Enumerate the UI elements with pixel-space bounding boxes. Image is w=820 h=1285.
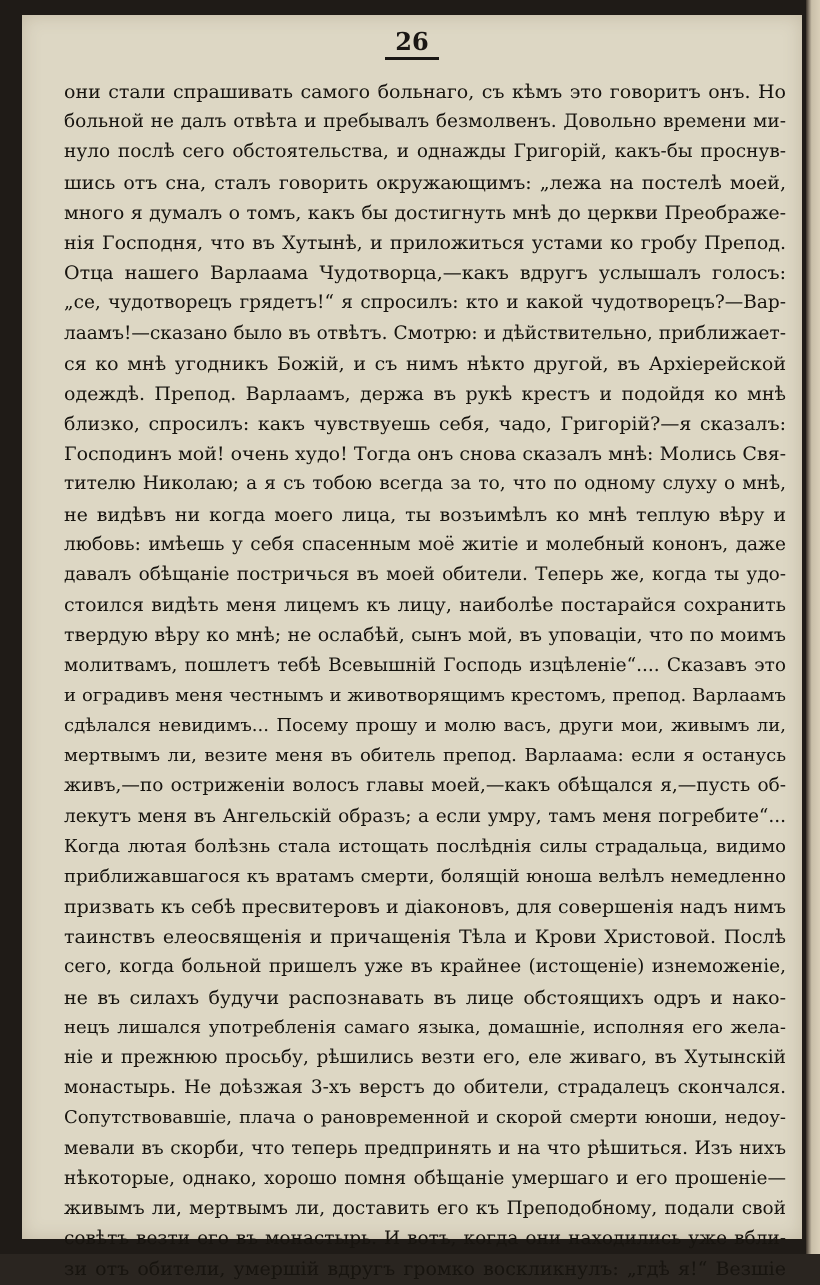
- text-line: Сопутствовавшіе, плача о рановременной и скорой смерти юноши, недоу-: [64, 1107, 786, 1129]
- text-line: и оградивъ меня честнымъ и животворящимъ крестомъ, препод. Варлаамъ: [64, 684, 786, 706]
- text-line: ніе и прежнюю просьбу, рѣшились везти его, еле живаго, въ Хутынскій: [64, 1047, 786, 1068]
- text-line: призвать къ себѣ пресвитеровъ и діаконовъ, для совершенія надъ нимъ: [64, 896, 786, 919]
- text-line: стоился видѣть меня лицемъ къ лицу, наиболѣе постарайся сохранить: [64, 594, 786, 617]
- text-line: совѣтъ везти его въ монастырь. И вотъ, когда они находились уже вбли-: [64, 1228, 786, 1250]
- text-line: лекутъ меня въ Ангельскій образъ; а если умру, тамъ меня погребите“...: [64, 805, 786, 827]
- text-line: сдѣлался невидимъ... Посему прошу и молю васъ, други мои, живымъ ли,: [64, 714, 786, 736]
- text-line: нѣкоторые, однако, хорошо помня обѣщаніе умершаго и его прошеніе—: [64, 1167, 786, 1189]
- text-line: нуло послѣ сего обстоятельства, и однажды Григорій, какъ-бы проснув-: [64, 141, 786, 163]
- page-number-text: 26: [385, 27, 438, 60]
- text-line: давалъ обѣщаніе постричься въ моей обители. Теперь же, когда ты удо-: [64, 564, 786, 585]
- text-line: нецъ лишался употребленія самаго языка, домашніе, исполняя его жела-: [64, 1016, 786, 1038]
- text-line: близко, спросилъ: какъ чувствуешь себя, чадо, Григорій?—я сказалъ:: [64, 413, 786, 436]
- text-line: Когда лютая болѣзнь стала истощать послѣднія силы страдальца, видимо: [64, 835, 786, 857]
- text-line: мертвымъ ли, везите меня въ обитель препод. Варлаама: если я останусь: [64, 745, 786, 767]
- text-line: зи отъ обители, умершій вдругъ громко воскликнулъ: „гдѣ я!“ Везшіе: [64, 1258, 786, 1281]
- text-line: „се, чудотворецъ грядетъ!“ я спросилъ: кто и какой чудотворецъ?—Вар-: [64, 292, 786, 314]
- text-line: живымъ ли, мертвымъ ли, доставить его къ Преподобному, подали свой: [64, 1197, 786, 1219]
- text-line: любовь: имѣешь у себя спасенным моё житіе и молебный кононъ, даже: [64, 533, 786, 555]
- text-line: лаамъ!—сказано было въ отвѣтъ. Смотрю: и дѣйствительно, приближает-: [64, 322, 786, 344]
- text-line: много я думалъ о томъ, какъ бы достигнуть мнѣ до церкви Преображе-: [64, 201, 786, 224]
- text-line: Отца нашего Варлаама Чудотворца,—какъ вдругъ услышалъ голосъ:: [64, 262, 786, 285]
- page-number: [22, 27, 802, 56]
- text-line: таинствъ елеосвященія и причащенія Тѣла и Крови Христовой. Послѣ: [64, 926, 786, 949]
- text-line: мевали въ скорби, что теперь предпринять и на что рѣшиться. Изъ нихъ: [64, 1137, 786, 1159]
- text-line: живъ,—по остриженіи волосъ главы моей,—какъ обѣщался я,—пусть об-: [64, 775, 786, 797]
- text-line: не въ силахъ будучи распознавать въ лице обстоящихъ одръ и нако-: [64, 986, 786, 1009]
- text-line: молитвамъ, пошлетъ тебѣ Всевышній Господь изцѣленіе“.... Сказавъ это: [64, 654, 786, 676]
- text-line: ся ко мнѣ угодникъ Божій, и съ нимъ нѣкто другой, въ Архіерейской: [64, 352, 786, 375]
- body-text: [64, 77, 786, 1285]
- book-page: [22, 15, 802, 1281]
- text-line: нія Господня, что въ Хутынѣ, и приложиться устами ко гробу Препод.: [64, 231, 786, 254]
- text-line: больной не далъ отвѣта и пребывалъ безмолвенъ. Довольно времени ми-: [64, 111, 786, 133]
- text-line: твердую вѣру ко мнѣ; не ослабѣй, сынъ мой, въ уповаціи, что по моимъ: [64, 624, 786, 647]
- next-page-edge: [806, 0, 820, 1254]
- text-line: приближавшагося къ вратамъ смерти, болящій юноша велѣлъ немедленно: [64, 865, 786, 887]
- text-line: одеждѣ. Препод. Варлаамъ, держа въ рукѣ крестъ и подойдя ко мнѣ: [64, 382, 786, 405]
- text-line: Господинъ мой! очень худо! Тогда онъ снова сказалъ мнѣ: Молись Свя-: [64, 443, 786, 466]
- text-line: тителю Николаю; а я съ тобою всегда за то, что по одному слуху о мнѣ,: [64, 473, 786, 495]
- text-line: монастырь. Не доѣзжая 3-хъ верстъ до обители, страдалецъ скончался.: [64, 1077, 786, 1099]
- text-line: не видѣвъ ни когда моего лица, ты возъимѣлъ ко мнѣ теплую вѣру и: [64, 503, 786, 526]
- text-line: сего, когда больной пришелъ уже въ крайнее (истощеніе) изнеможеніе,: [64, 956, 786, 978]
- text-line: они стали спрашивать самого больнаго, съ кѣмъ это говоритъ онъ. Но: [64, 81, 786, 103]
- text-line: шись отъ сна, сталъ говорить окружающимъ: „лежа на постелѣ моей,: [64, 171, 786, 194]
